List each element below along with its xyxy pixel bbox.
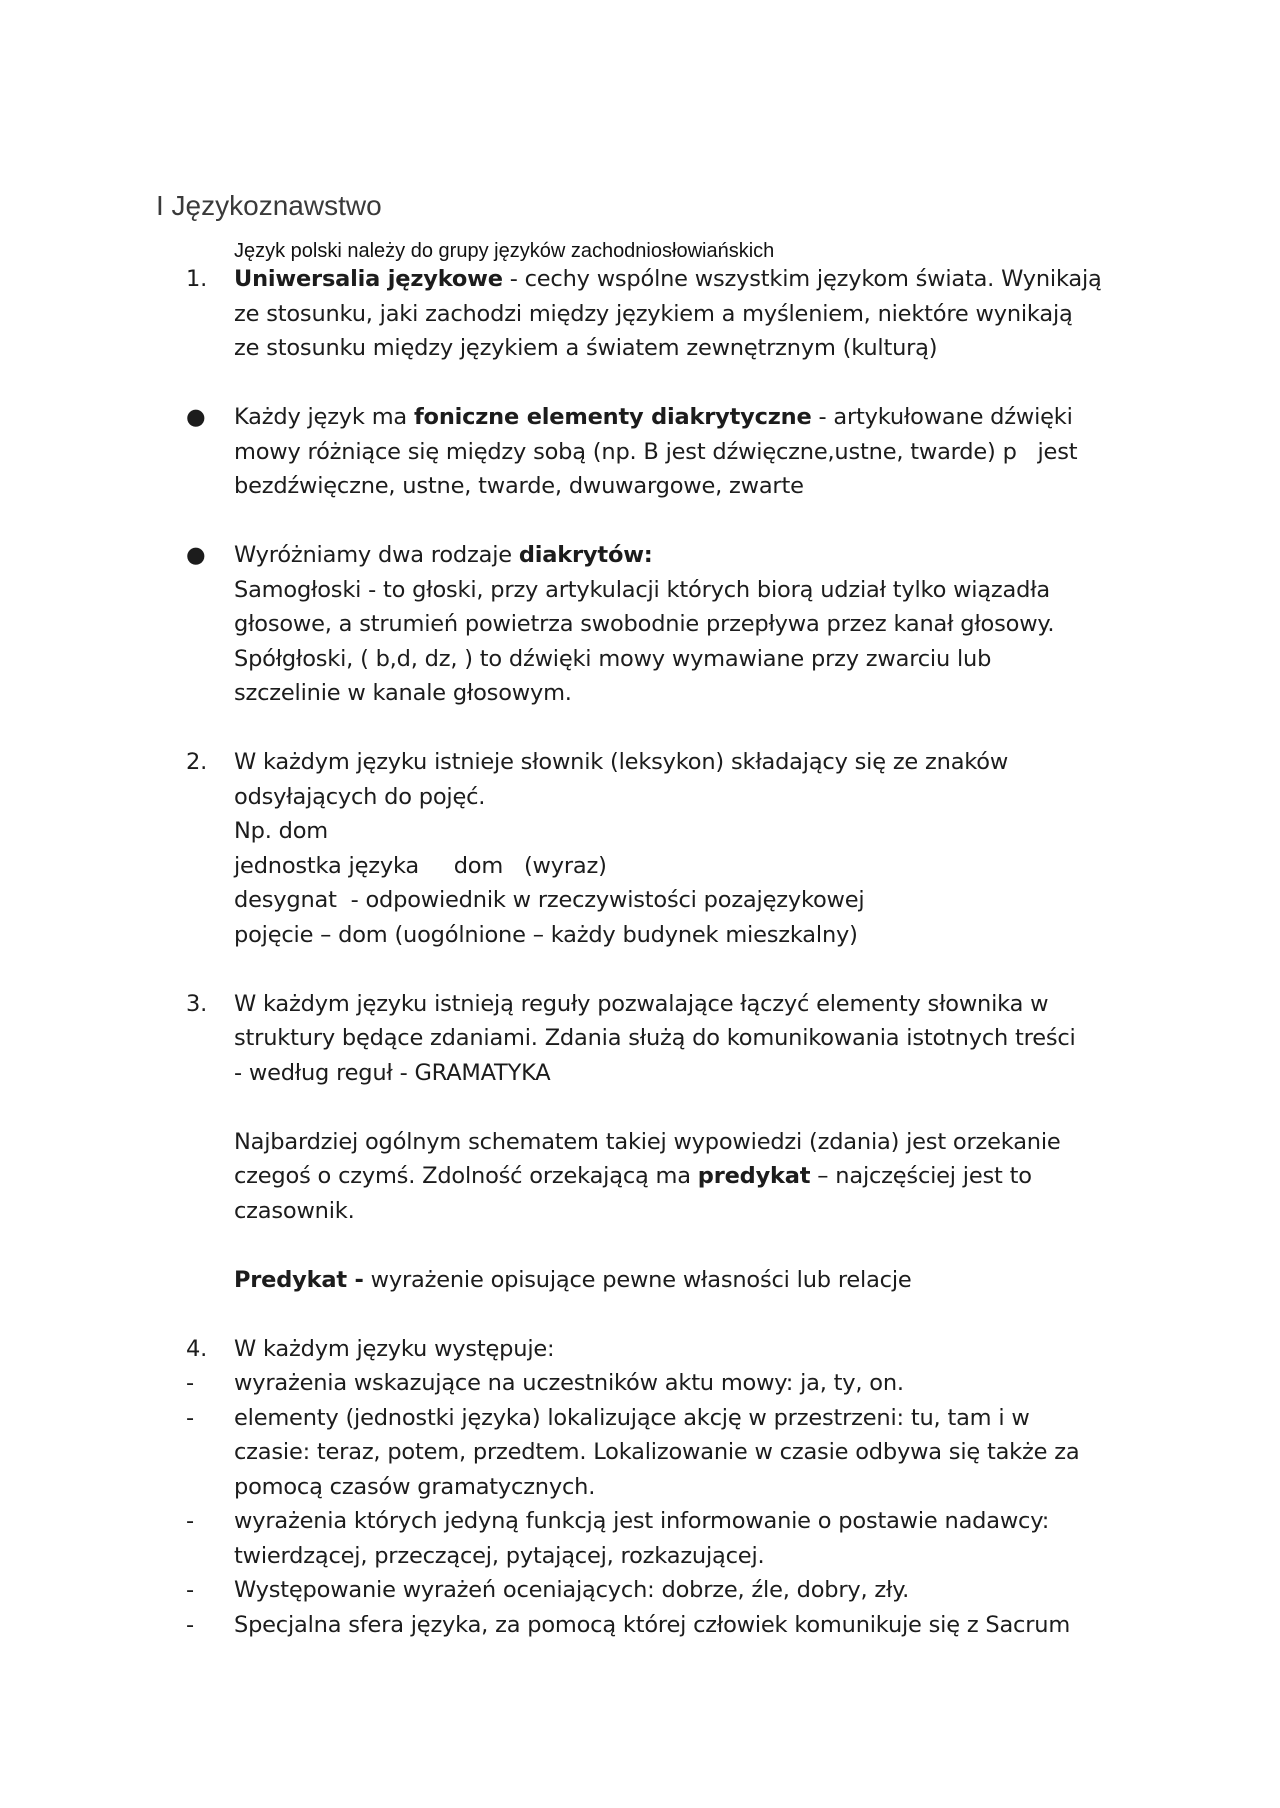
- text-line: czasie: teraz, potem, przedtem. Lokalizowanie w czasie odbywa się także za: [234, 1439, 1080, 1465]
- text-line: Najbardziej ogólnym schematem takiej wypowiedzi (zdania) jest orzekanie: [234, 1128, 1061, 1155]
- bold-term: Uniwersalia językowe: [234, 266, 503, 292]
- bullet-item-1: [186, 400, 1146, 504]
- text-line: [234, 538, 1146, 573]
- bold-term: predykat: [697, 1163, 811, 1189]
- dash-item-5: [186, 1608, 1146, 1643]
- list-item-1: [186, 262, 1146, 366]
- bold-term: Predykat -: [234, 1266, 364, 1293]
- text-line: głosowe, a strumień powietrza swobodnie przepływa przez kanał głosowy.: [234, 611, 1055, 637]
- list-number: 1.: [186, 266, 208, 292]
- text-line: [234, 1159, 1146, 1194]
- text-line: mowy różniące się między sobą (np. B jest dźwięczne,ustne, twarde) p jest: [234, 438, 1078, 465]
- bold-term: foniczne elementy diakrytyczne: [413, 404, 812, 430]
- page-title: I Językoznawstwo: [156, 190, 382, 221]
- subtitle: Język polski należy do grupy języków zachodniosłowiańskich: [234, 240, 775, 262]
- list-number: 3.: [186, 990, 208, 1017]
- text-line: ze stosunku między językiem a światem zewnętrznym (kulturą): [234, 335, 938, 361]
- text-line: twierdzącej, przeczącej, pytającej, rozkazującej.: [234, 1542, 765, 1569]
- text-line: ze stosunku, jaki zachodzi między językiem a myśleniem, niektóre wynikają: [234, 300, 1073, 327]
- document-body: [186, 262, 1146, 1642]
- dash-marker: -: [186, 1508, 194, 1534]
- text-line: - według reguł - GRAMATYKA: [234, 1059, 551, 1086]
- dash-item-4: [186, 1573, 1146, 1608]
- text-line: [234, 262, 1146, 297]
- dash-marker: -: [186, 1404, 194, 1431]
- text-line: Specjalna sfera języka, za pomocą której człowiek komunikuje się z Sacrum: [234, 1611, 1071, 1638]
- text-line: czasownik.: [234, 1197, 355, 1224]
- text-line: odsyłających do pojęć.: [234, 783, 486, 810]
- list-item-2: [186, 745, 1146, 952]
- dash-item-1: [186, 1366, 1146, 1401]
- list-item-4: [186, 1332, 1146, 1367]
- text-line: elementy (jednostki języka) lokalizujące akcję w przestrzeni: tu, tam i w: [234, 1404, 1030, 1431]
- dash-marker: -: [186, 1370, 194, 1396]
- list-number: 2.: [186, 749, 208, 775]
- text-line: pojęcie – dom (uogólnione – każdy budynek mieszkalny): [234, 921, 858, 948]
- text-line: Np. dom: [234, 818, 328, 844]
- text-line: wyrażenia wskazujące na uczestników aktu mowy: ja, ty, on.: [234, 1370, 904, 1396]
- text-line: jednostka języka dom (wyraz): [234, 852, 607, 879]
- text-line: Występowanie wyrażeń oceniających: dobrze, źle, dobry, zły.: [234, 1577, 910, 1603]
- text-line: wyrażenia których jedyną funkcją jest informowanie o postawie nadawcy:: [234, 1508, 1050, 1534]
- list-item-3: [186, 987, 1146, 1298]
- text-line: W każdym języku istnieje słownik (leksykon) składający się ze znaków: [234, 749, 1009, 775]
- text-line: pomocą czasów gramatycznych.: [234, 1473, 596, 1500]
- text-line: W każdym języku istnieją reguły pozwalające łączyć elementy słownika w: [234, 990, 1049, 1017]
- text-span: Wyróżniamy dwa rodzaje: [234, 542, 519, 568]
- bullet-icon: ●: [186, 404, 206, 430]
- bullet-item-2: [186, 538, 1146, 711]
- dash-marker: -: [186, 1611, 194, 1638]
- dash-item-3: [186, 1504, 1146, 1573]
- text-line: W każdym języku występuje:: [234, 1335, 555, 1362]
- dash-marker: -: [186, 1577, 194, 1603]
- bullet-icon: ●: [186, 542, 206, 568]
- text-line: struktury będące zdaniami. Zdania służą do komunikowania istotnych treści: [234, 1025, 1076, 1051]
- text-span: - cechy wspólne wszystkim językom świata. Wynikają: [502, 266, 1102, 292]
- text-span: wyrażenie opisujące pewne własności lub relacje: [363, 1266, 912, 1293]
- dash-item-2: [186, 1401, 1146, 1505]
- text-line: szczelinie w kanale głosowym.: [234, 680, 572, 706]
- text-line: desygnat - odpowiednik w rzeczywistości pozajęzykowej: [234, 887, 865, 913]
- text-line: [234, 1263, 1146, 1298]
- text-line: bezdźwięczne, ustne, twarde, dwuwargowe, zwarte: [234, 473, 804, 499]
- text-span: czegoś o czymś. Zdolność orzekającą ma: [234, 1163, 698, 1189]
- list-number: 4.: [186, 1335, 208, 1362]
- text-span: - artykułowane dźwięki: [811, 404, 1073, 430]
- text-span: Każdy język ma: [234, 404, 414, 430]
- text-span: – najczęściej jest to: [810, 1163, 1032, 1189]
- text-line: [234, 400, 1146, 435]
- text-line: Samogłoski - to głoski, przy artykulacji których biorą udział tylko wiązadła: [234, 576, 1050, 603]
- text-line: Spółgłoski, ( b,d, dz, ) to dźwięki mowy wymawiane przy zwarciu lub: [234, 645, 992, 672]
- bold-term: diakrytów:: [518, 542, 653, 568]
